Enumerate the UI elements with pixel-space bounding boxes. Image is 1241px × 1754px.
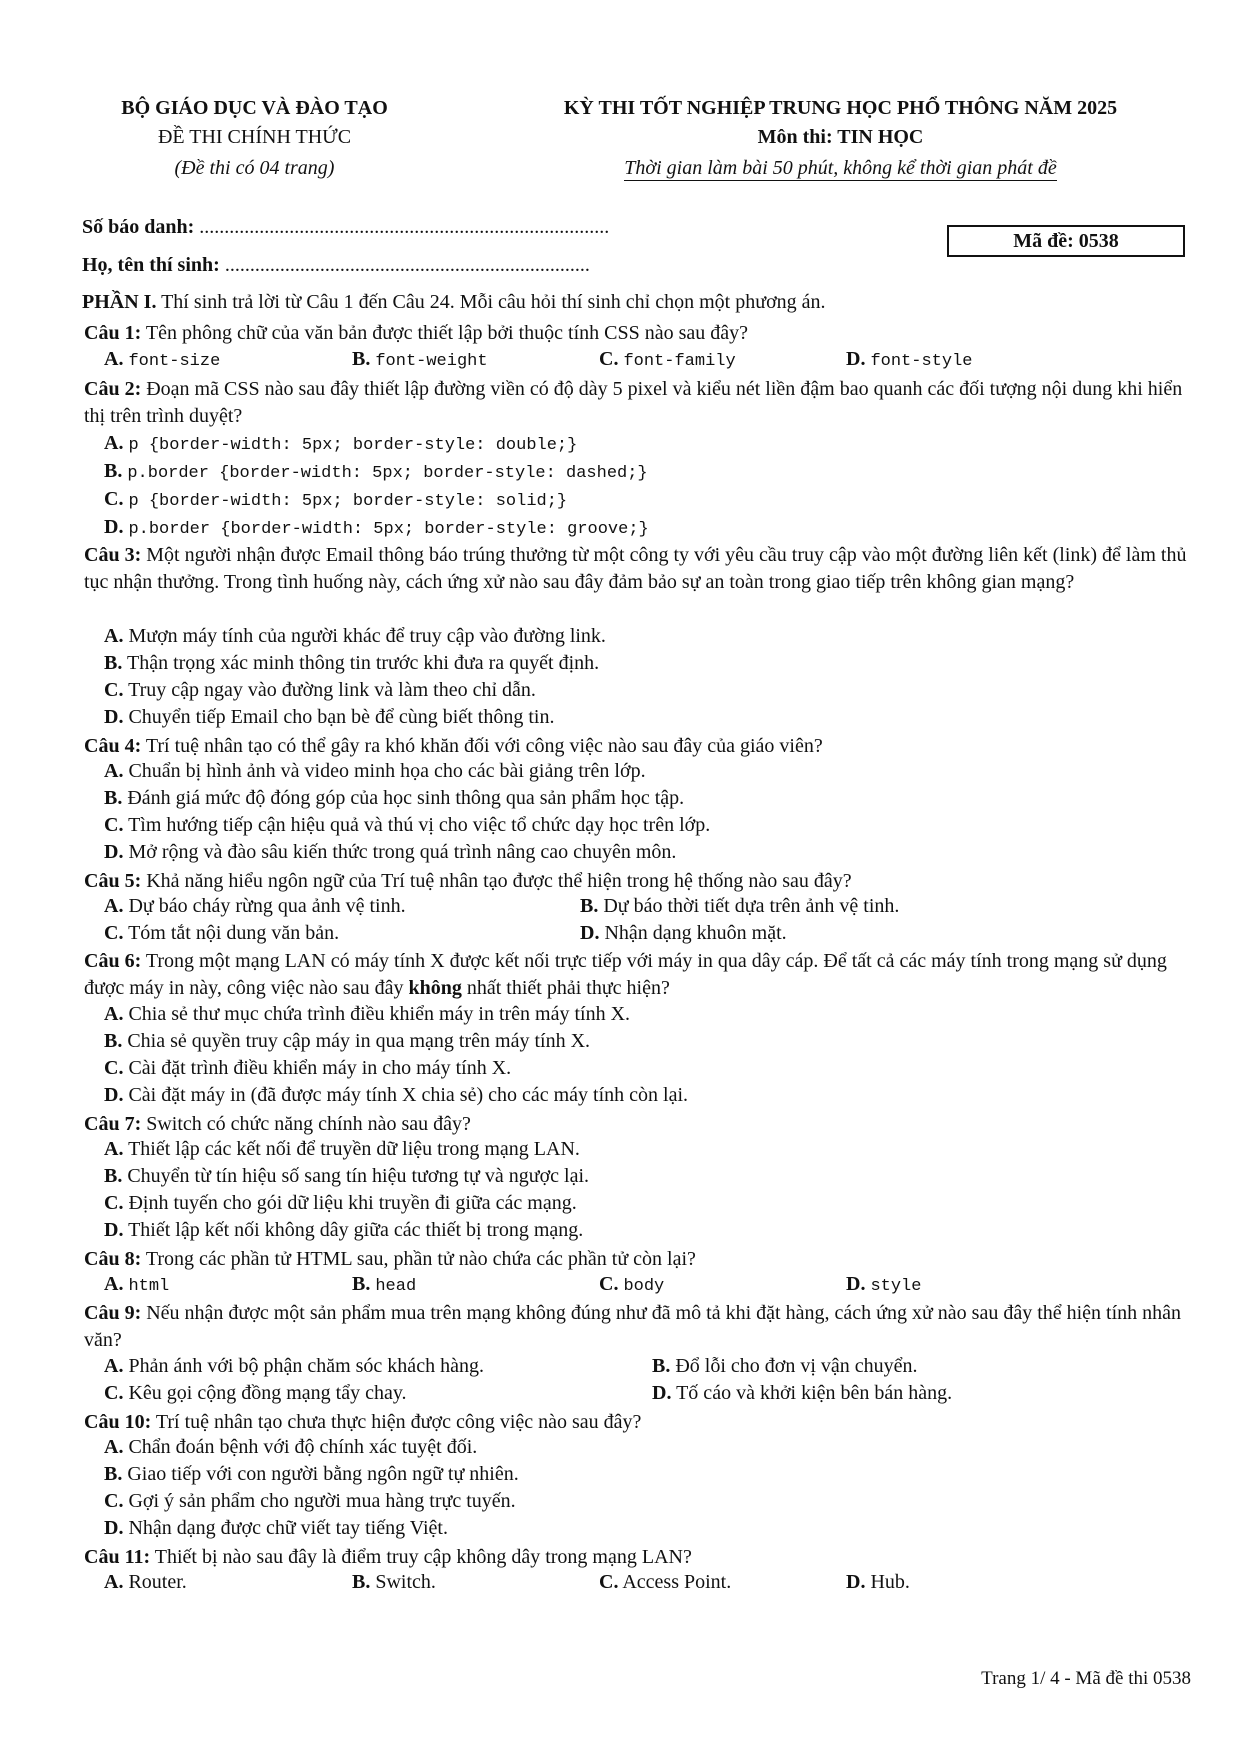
- official-label: ĐỀ THI CHÍNH THỨC: [157, 126, 352, 148]
- time-note: [478, 157, 1203, 180]
- option-a: [104, 348, 220, 371]
- option-label: D.: [846, 348, 866, 370]
- option-label: B.: [104, 460, 123, 482]
- option-c: [104, 1057, 511, 1080]
- option-text: p.border {border-width: 5px; border-style: groove;}: [128, 520, 649, 539]
- question-label: Câu 11:: [84, 1546, 151, 1568]
- option-text: style: [870, 1277, 922, 1296]
- option-b: [580, 895, 899, 918]
- question-6: [84, 948, 1194, 1002]
- option-text: Đánh giá mức độ đóng góp của học sinh thông qua sản phẩm học tập.: [127, 787, 685, 809]
- option-label: C.: [104, 1192, 124, 1214]
- option-c: [599, 1571, 731, 1594]
- option-text: Giao tiếp với con người bằng ngôn ngữ tự nhiên.: [127, 1463, 519, 1485]
- option-text: html: [128, 1277, 170, 1296]
- option-a: [104, 1571, 187, 1594]
- option-b: [104, 1165, 589, 1188]
- emphasis-word: không: [408, 977, 462, 999]
- option-label: D.: [652, 1382, 672, 1404]
- option-label: A.: [104, 895, 124, 917]
- option-b: [352, 1273, 416, 1296]
- option-label: D.: [104, 1517, 124, 1539]
- option-label: C.: [104, 814, 124, 836]
- option-b: [652, 1355, 918, 1378]
- option-text: Chẩn đoán bệnh với độ chính xác tuyệt đối.: [128, 1436, 478, 1458]
- option-label: A.: [104, 1138, 124, 1160]
- option-text: Đổ lỗi cho đơn vị vận chuyển.: [675, 1355, 918, 1377]
- question-9: [84, 1300, 1194, 1354]
- option-text: Kêu gọi cộng đồng mạng tẩy chay.: [128, 1382, 407, 1404]
- ma-de-box: Mã đề: 0538: [947, 225, 1185, 257]
- option-d: [104, 1084, 688, 1107]
- part1-instruction: Thí sinh trả lời từ Câu 1 đến Câu 24. Mỗi câu hỏi thí sinh chỉ chọn một phương án.: [156, 291, 826, 313]
- question-text: Trong một mạng LAN có máy tính X được kết nối trực tiếp với máy in qua dây cáp. Để tất cả các máy tính trong mạng sử dụng được máy in này, công việc nào sau đây: [84, 950, 1167, 999]
- option-label: D.: [104, 1084, 124, 1106]
- option-c: [104, 1192, 577, 1215]
- question-3: [84, 542, 1194, 596]
- option-a: [104, 1436, 477, 1459]
- option-label: C.: [104, 488, 124, 510]
- option-a: [104, 432, 577, 455]
- option-text: Tố cáo và khởi kiện bên bán hàng.: [676, 1382, 953, 1404]
- option-label: C.: [599, 348, 619, 370]
- question-label: Câu 8:: [84, 1248, 142, 1270]
- option-text: Chia sẻ quyền truy cập máy in qua mạng trên máy tính X.: [127, 1030, 591, 1052]
- ministry-name: BỘ GIÁO DỤC VÀ ĐÀO TẠO: [121, 97, 388, 119]
- option-label: C.: [104, 1382, 124, 1404]
- option-d: [104, 1517, 448, 1540]
- option-label: B.: [104, 1463, 123, 1485]
- option-label: B.: [352, 1273, 371, 1295]
- sbd-dots: ..................................................................................: [199, 216, 610, 238]
- option-text: Mượn máy tính của người khác để truy cập vào đường link.: [128, 625, 606, 647]
- option-a: [104, 895, 406, 918]
- option-text: Chia sẻ thư mục chứa trình điều khiển máy in trên máy tính X.: [128, 1003, 631, 1025]
- option-b: [104, 460, 648, 483]
- exam-title: KỲ THI TỐT NGHIỆP TRUNG HỌC PHỔ THÔNG NĂM 2025: [563, 97, 1118, 119]
- question-label: Câu 7:: [84, 1113, 142, 1135]
- question-text: Nếu nhận được một sản phẩm mua trên mạng không đúng như đã mô tả khi đặt hàng, cách ứng xử nào sau đây thể hiện tính nhân văn?: [84, 1302, 1182, 1351]
- option-label: B.: [104, 1165, 123, 1187]
- option-d: [580, 922, 787, 945]
- question-4: [84, 733, 1194, 760]
- option-b: [104, 787, 684, 810]
- question-7: [84, 1111, 1194, 1138]
- option-d: [104, 706, 554, 729]
- option-c: [599, 1273, 664, 1296]
- option-text: font-weight: [375, 352, 488, 371]
- time-note-text: Thời gian làm bài 50 phút, không kể thời gian phát đề: [624, 157, 1057, 179]
- question-text: Một người nhận được Email thông báo trúng thưởng từ một công ty với yêu cầu truy cập vào một đường liên kết (link) để làm thủ tục nhận thưởng. Trong tình huống này, cách ứng xử nào sau đây đảm bảo sự an toàn trong giao tiếp trên không gian mạng?: [84, 544, 1187, 593]
- option-d: [104, 1219, 583, 1242]
- question-text: Trí tuệ nhân tạo có thể gây ra khó khăn đối với công việc nào sau đây của giáo viên?: [141, 735, 823, 757]
- question-label: Câu 5:: [84, 870, 142, 892]
- option-text: Cài đặt trình điều khiển máy in cho máy tính X.: [128, 1057, 512, 1079]
- question-text: Đoạn mã CSS nào sau đây thiết lập đường viền có độ dày 5 pixel và kiểu nét liền đậm bao quanh các đối tượng nội dung khi hiển thị trên trình duyệt?: [84, 378, 1183, 427]
- option-text: Thiết lập kết nối không dây giữa các thiết bị trong mạng.: [128, 1219, 584, 1241]
- option-label: C.: [104, 1057, 124, 1079]
- option-label: B.: [104, 652, 123, 674]
- option-text: Switch.: [375, 1571, 436, 1593]
- option-text: Thiết lập các kết nối để truyền dữ liệu trong mạng LAN.: [128, 1138, 580, 1160]
- option-text: Cài đặt máy in (đã được máy tính X chia sẻ) cho các máy tính còn lại.: [128, 1084, 689, 1106]
- option-label: B.: [580, 895, 599, 917]
- question-label: Câu 10:: [84, 1411, 152, 1433]
- option-text: Phản ánh với bộ phận chăm sóc khách hàng.: [128, 1355, 484, 1377]
- option-text: Dự báo cháy rừng qua ảnh vệ tinh.: [128, 895, 406, 917]
- question-text: Trí tuệ nhân tạo chưa thực hiện được công việc nào sau đây?: [151, 1411, 642, 1433]
- option-label: A.: [104, 1571, 124, 1593]
- option-label: A.: [104, 1355, 124, 1377]
- option-c: [599, 348, 736, 371]
- option-text: Chuẩn bị hình ảnh và video minh họa cho các bài giảng trên lớp.: [128, 760, 646, 782]
- option-label: A.: [104, 348, 124, 370]
- question-text: Switch có chức năng chính nào sau đây?: [141, 1113, 471, 1135]
- question-10: [84, 1409, 1194, 1436]
- option-text: head: [375, 1277, 417, 1296]
- option-label: A.: [104, 760, 124, 782]
- option-label: B.: [652, 1355, 671, 1377]
- option-d: [846, 348, 972, 371]
- question-label: Câu 4:: [84, 735, 142, 757]
- option-text: Thận trọng xác minh thông tin trước khi đưa ra quyết định.: [126, 652, 600, 674]
- option-c: [104, 488, 567, 511]
- option-text: Tìm hướng tiếp cận hiệu quả và thú vị cho việc tổ chức dạy học trên lớp.: [128, 814, 711, 836]
- question-text: Tên phông chữ của văn bản được thiết lập bởi thuộc tính CSS nào sau đây?: [141, 322, 749, 344]
- option-label: C.: [104, 1490, 124, 1512]
- name-line: [82, 254, 590, 277]
- question-5: [84, 868, 1194, 895]
- option-label: A.: [104, 432, 124, 454]
- option-text: Gợi ý sản phẩm cho người mua hàng trực tuyến.: [128, 1490, 516, 1512]
- option-c: [104, 922, 339, 945]
- option-text: p.border {border-width: 5px; border-style: dashed;}: [127, 464, 648, 483]
- option-b: [352, 1571, 436, 1594]
- part1-title: PHẦN I.: [82, 291, 157, 313]
- option-b: [104, 652, 599, 675]
- pages-note: (Đề thi có 04 trang): [174, 157, 335, 179]
- option-text: Định tuyến cho gói dữ liệu khi truyền đi giữa các mạng.: [128, 1192, 577, 1214]
- option-b: [352, 348, 488, 371]
- option-label: C.: [599, 1571, 619, 1593]
- option-c: [104, 814, 710, 837]
- option-label: A.: [104, 1003, 124, 1025]
- option-a: [104, 1273, 169, 1296]
- option-label: C.: [599, 1273, 619, 1295]
- option-text: Nhận dạng được chữ viết tay tiếng Việt.: [128, 1517, 448, 1539]
- option-b: [104, 1030, 590, 1053]
- option-d: [104, 516, 649, 539]
- option-a: [104, 1355, 484, 1378]
- option-label: D.: [104, 1219, 124, 1241]
- option-text: Router.: [128, 1571, 187, 1593]
- question-text-end: nhất thiết phải thực hiện?: [461, 977, 670, 999]
- name-dots: .........................................................................: [224, 254, 590, 276]
- option-label: A.: [104, 625, 124, 647]
- option-text: font-family: [623, 352, 736, 371]
- option-a: [104, 625, 606, 648]
- question-text: Khả năng hiểu ngôn ngữ của Trí tuệ nhân tạo được thể hiện trong hệ thống nào sau đây?: [141, 870, 852, 892]
- option-label: B.: [104, 787, 123, 809]
- option-d: [104, 841, 676, 864]
- option-label: D.: [580, 922, 600, 944]
- option-text: font-size: [128, 352, 221, 371]
- option-c: [104, 1490, 516, 1513]
- question-2: [84, 376, 1194, 430]
- subject: Môn thi: TIN HỌC: [757, 126, 924, 148]
- page-footer: Trang 1/ 4 - Mã đề thi 0538: [981, 1668, 1191, 1689]
- question-label: Câu 2:: [84, 378, 142, 400]
- option-label: B.: [352, 1571, 371, 1593]
- option-d: [846, 1273, 921, 1296]
- question-11: [84, 1544, 1194, 1571]
- option-label: D.: [846, 1273, 866, 1295]
- option-text: p {border-width: 5px; border-style: solid;}: [128, 492, 568, 511]
- option-label: D.: [846, 1571, 866, 1593]
- option-text: Dự báo thời tiết dựa trên ảnh vệ tinh.: [603, 895, 900, 917]
- option-a: [104, 760, 646, 783]
- option-text: Mở rộng và đào sâu kiến thức trong quá trình nâng cao chuyên môn.: [128, 841, 677, 863]
- option-c: [104, 1382, 407, 1405]
- option-text: Truy cập ngay vào đường link và làm theo chỉ dẫn.: [128, 679, 536, 701]
- option-text: Hub.: [870, 1571, 910, 1593]
- sbd-line: [82, 216, 609, 239]
- option-text: Chuyển từ tín hiệu số sang tín hiệu tương tự và ngược lại.: [127, 1165, 590, 1187]
- option-label: A.: [104, 1273, 124, 1295]
- option-text: Chuyển tiếp Email cho bạn bè để cùng biết thông tin.: [128, 706, 555, 728]
- option-label: C.: [104, 922, 124, 944]
- option-text: p {border-width: 5px; border-style: double;}: [128, 436, 578, 455]
- part1-heading: [82, 291, 826, 314]
- question-text: Thiết bị nào sau đây là điểm truy cập không dây trong mạng LAN?: [150, 1546, 692, 1568]
- option-label: D.: [104, 841, 124, 863]
- option-label: B.: [104, 1030, 123, 1052]
- question-1: [84, 320, 1194, 347]
- option-a: [104, 1003, 630, 1026]
- option-label: D.: [104, 516, 124, 538]
- option-d: [652, 1382, 952, 1405]
- option-c: [104, 679, 536, 702]
- question-8: [84, 1246, 1194, 1273]
- question-label: Câu 6:: [84, 950, 142, 972]
- option-text: Nhận dạng khuôn mặt.: [604, 922, 787, 944]
- option-d: [846, 1571, 910, 1594]
- option-text: body: [623, 1277, 665, 1296]
- option-text: font-style: [870, 352, 973, 371]
- option-label: B.: [352, 348, 371, 370]
- option-label: C.: [104, 679, 124, 701]
- option-text: Tóm tắt nội dung văn bản.: [128, 922, 340, 944]
- question-label: Câu 3:: [84, 544, 142, 566]
- question-text: Trong các phần tử HTML sau, phần tử nào chứa các phần tử còn lại?: [141, 1248, 696, 1270]
- question-label: Câu 9:: [84, 1302, 142, 1324]
- option-b: [104, 1463, 519, 1486]
- name-label: Họ, tên thí sinh:: [82, 254, 220, 276]
- sbd-label: Số báo danh:: [82, 216, 195, 238]
- option-text: Access Point.: [622, 1571, 732, 1593]
- option-label: D.: [104, 706, 124, 728]
- option-label: A.: [104, 1436, 124, 1458]
- option-a: [104, 1138, 580, 1161]
- question-label: Câu 1:: [84, 322, 142, 344]
